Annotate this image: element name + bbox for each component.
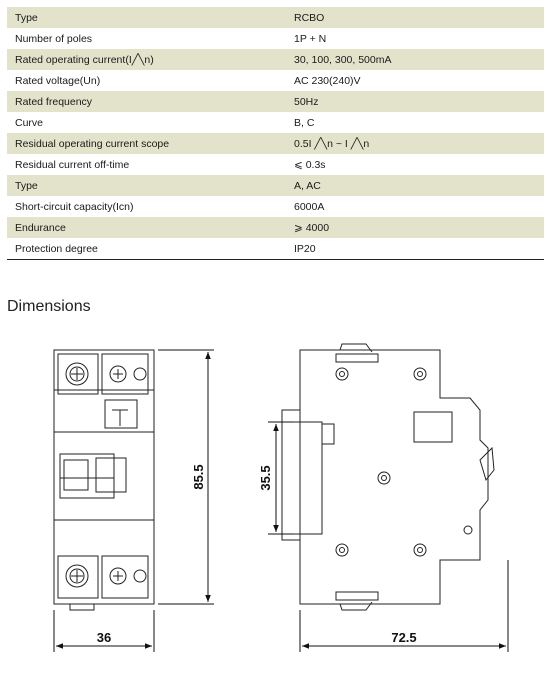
spec-label: Rated operating current(I╱╲n) [7,49,282,70]
spec-value: ⩾ 4000 [282,217,544,238]
dimension-drawing [0,330,550,684]
spec-value: 1P + N [282,28,544,49]
spec-label: Protection degree [7,238,282,260]
spec-value: 30, 100, 300, 500mA [282,49,544,70]
spec-label: Residual operating current scope [7,133,282,154]
spec-row [7,175,544,196]
spec-value: A, AC [282,175,544,196]
spec-value: 6000A [282,196,544,217]
spec-row [7,91,544,112]
spec-row [7,133,544,154]
spec-value: 0.5I ╱╲n ~ I ╱╲n [282,133,544,154]
side-width-label: 72.5 [391,630,417,645]
spec-row [7,70,544,91]
side-view [282,344,494,610]
spec-label: Short-circuit capacity(Icn) [7,196,282,217]
spec-value: 50Hz [282,91,544,112]
side-height-label: 35.5 [258,465,273,491]
front-height-label: 85.5 [191,464,206,490]
spec-label: Rated frequency [7,91,282,112]
spec-value: IP20 [282,238,544,260]
spec-label: Rated voltage(Un) [7,70,282,91]
spec-label: Number of poles [7,28,282,49]
front-view [54,350,154,610]
spec-label: Residual current off-time [7,154,282,175]
spec-row [7,49,544,70]
front-width-label: 36 [96,630,112,645]
spec-row [7,28,544,49]
spec-row [7,217,544,238]
spec-row [7,7,544,28]
spec-label: Type [7,175,282,196]
spec-value: RCBO [282,7,544,28]
spec-row [7,238,544,260]
spec-value: ⩽ 0.3s [282,154,544,175]
spec-label: Curve [7,112,282,133]
dimensions-title: Dimensions [7,298,91,315]
spec-value: B, C [282,112,544,133]
spec-row [7,112,544,133]
spec-table [7,7,544,260]
spec-value: AC 230(240)V [282,70,544,91]
spec-label: Type [7,7,282,28]
spec-row [7,154,544,175]
spec-label: Endurance [7,217,282,238]
spec-row [7,196,544,217]
